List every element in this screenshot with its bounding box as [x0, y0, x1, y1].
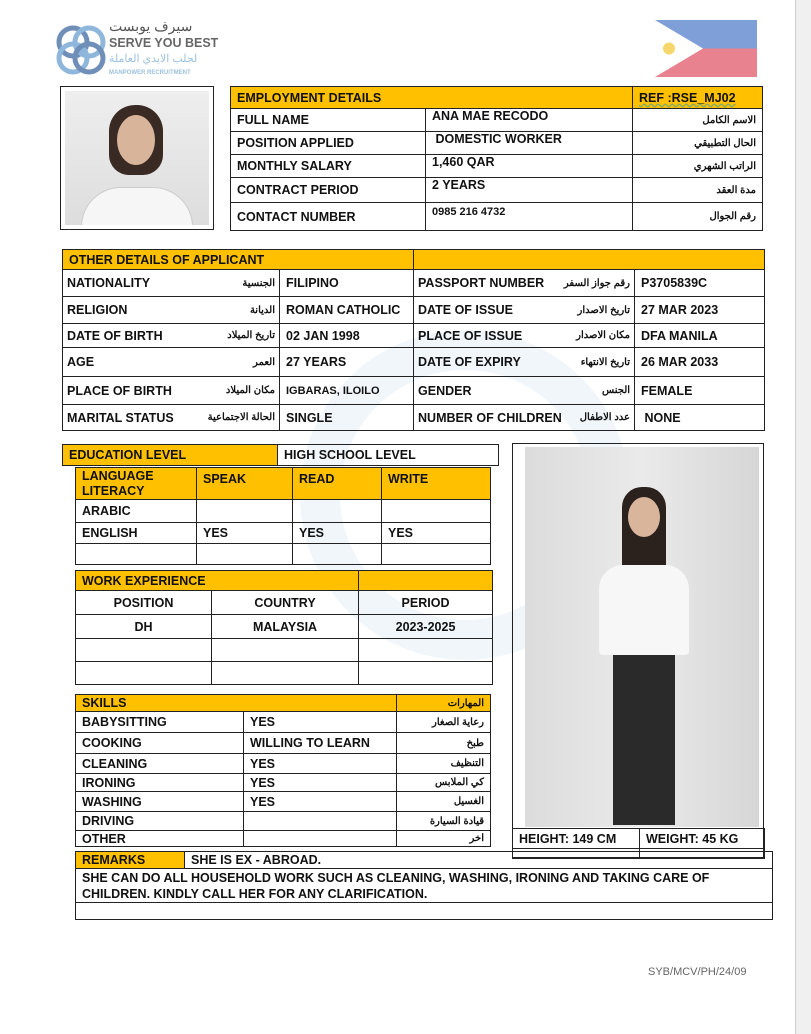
table-row	[76, 831, 491, 847]
lang-header: LANGUAGE LITERACY	[76, 468, 197, 500]
skill-name: WASHING	[76, 792, 244, 812]
logo-arabic: سيرف يوبست	[109, 18, 193, 34]
lang-header: SPEAK	[197, 468, 293, 500]
label-position: POSITION APPLIED	[231, 132, 426, 155]
field-label: DATE OF ISSUE	[418, 303, 513, 317]
field-label: MARITAL STATUS	[67, 410, 174, 425]
field-label-ar: تاريخ الانتهاء	[580, 356, 631, 368]
field-label: PASSPORT NUMBER	[418, 276, 545, 290]
label-cell	[63, 324, 280, 348]
table-row	[76, 523, 491, 544]
field-label: NATIONALITY	[67, 276, 151, 290]
field-value: IGBARAS, ILOILO	[280, 377, 414, 405]
work-cell: MALAYSIA	[212, 615, 359, 639]
field-label: RELIGION	[67, 303, 128, 317]
value-full-name: ANA MAE RECODO	[426, 109, 633, 132]
logo-sub: MANPOWER RECRUITMENT	[109, 70, 191, 76]
literacy-value	[382, 544, 491, 565]
field-value: FEMALE	[635, 377, 765, 405]
work-header: PERIOD	[359, 591, 493, 615]
skill-name: BABYSITTING	[76, 712, 244, 733]
work-cell	[359, 662, 493, 685]
logo-knot-icon	[55, 22, 107, 78]
value-position: DOMESTIC WORKER	[426, 132, 633, 155]
table-row	[63, 377, 765, 405]
table-row	[76, 662, 493, 685]
logo-arabic-sub: لجلب الايدي العاملة	[109, 53, 198, 65]
label-contract: CONTRACT PERIOD	[231, 178, 426, 203]
field-label: PLACE OF BIRTH	[67, 383, 172, 398]
label-contact: CONTACT NUMBER	[231, 203, 426, 231]
field-label: AGE	[67, 355, 95, 369]
table-row	[76, 544, 491, 565]
field-label-ar: مكان الميلاد	[225, 385, 275, 396]
ar-contact: رقم الجوال	[633, 203, 763, 231]
philippines-flag-icon	[655, 20, 757, 77]
field-label: DATE OF EXPIRY	[418, 355, 521, 369]
field-value: P3705839C	[635, 270, 765, 297]
table-row	[76, 774, 491, 792]
label-cell	[414, 348, 635, 377]
skill-value: YES	[244, 774, 397, 792]
height-value: HEIGHT: 149 CM	[513, 829, 640, 849]
label-cell	[414, 377, 635, 405]
label-cell	[63, 405, 280, 431]
ar-position: الحال التطبيقي	[633, 132, 763, 155]
label-cell	[63, 348, 280, 377]
skill-value: WILLING TO LEARN	[244, 733, 397, 754]
table-row	[63, 405, 765, 431]
field-value: 02 JAN 1998	[280, 324, 414, 348]
work-cell: DH	[76, 615, 212, 639]
other-details-title: OTHER DETAILS OF APPLICANT	[63, 250, 414, 270]
table-row	[76, 615, 493, 639]
company-logo	[55, 18, 225, 82]
field-label-ar: عدد الاطفال	[579, 412, 631, 423]
footer-code: SYB/MCV/PH/24/09	[648, 966, 747, 978]
work-experience-table	[75, 570, 493, 685]
skills-title-ar: المهارات	[397, 695, 491, 712]
ar-contract: مدة العقد	[633, 178, 763, 203]
field-label-ar: العمر	[253, 356, 275, 368]
skills-table	[75, 694, 491, 847]
field-value: 27 YEARS	[280, 348, 414, 377]
remarks-value: SHE IS EX - ABROAD.	[185, 852, 773, 869]
skill-value: YES	[244, 792, 397, 812]
skill-name-ar: رعاية الصغار	[397, 712, 491, 733]
table-row	[63, 270, 765, 297]
work-header: COUNTRY	[212, 591, 359, 615]
literacy-value	[293, 544, 382, 565]
lang-header: READ	[293, 468, 382, 500]
field-value: NONE	[635, 405, 765, 431]
work-cell	[212, 639, 359, 662]
field-value: SINGLE	[280, 405, 414, 431]
work-title: WORK EXPERIENCE	[76, 571, 359, 591]
literacy-value	[293, 500, 382, 523]
field-value: 26 MAR 2033	[635, 348, 765, 377]
work-header: POSITION	[76, 591, 212, 615]
field-value: 27 MAR 2023	[635, 297, 765, 324]
literacy-value: YES	[382, 523, 491, 544]
literacy-value: YES	[197, 523, 293, 544]
language-name	[76, 544, 197, 565]
full-body-photo	[525, 447, 759, 827]
field-label-ar: الجنسية	[242, 277, 275, 289]
skill-name: COOKING	[76, 733, 244, 754]
work-cell	[76, 662, 212, 685]
literacy-value	[197, 500, 293, 523]
field-value: DFA MANILA	[635, 324, 765, 348]
education-label: EDUCATION LEVEL	[63, 445, 278, 466]
table-row	[76, 639, 493, 662]
skill-name: CLEANING	[76, 754, 244, 774]
portrait-photo	[65, 91, 209, 225]
label-salary: MONTHLY SALARY	[231, 155, 426, 178]
skill-value	[244, 812, 397, 831]
education-table	[62, 444, 499, 466]
skill-name: OTHER	[76, 831, 244, 847]
skill-value: YES	[244, 712, 397, 733]
skill-value: YES	[244, 754, 397, 774]
literacy-value	[197, 544, 293, 565]
language-name: ARABIC	[76, 500, 197, 523]
field-value: FILIPINO	[280, 270, 414, 297]
table-row	[76, 792, 491, 812]
full-body-photo-frame	[512, 443, 764, 858]
skill-name-ar: كي الملابس	[397, 774, 491, 792]
field-label: PLACE OF ISSUE	[418, 328, 523, 343]
logo-name: SERVE YOU BEST	[109, 36, 219, 50]
table-row	[63, 348, 765, 377]
label-full-name: FULL NAME	[231, 109, 426, 132]
skill-name-ar: الغسيل	[397, 792, 491, 812]
ar-full-name: الاسم الكامل	[633, 109, 763, 132]
ref-number: REF :RSE_MJ02	[633, 87, 763, 109]
skill-value	[244, 831, 397, 847]
field-label-ar: مكان الاصدار	[576, 330, 631, 341]
label-cell	[63, 297, 280, 324]
field-value: ROMAN CATHOLIC	[280, 297, 414, 324]
field-label-ar: تاريخ الميلاد	[227, 330, 275, 341]
skill-name: IRONING	[76, 774, 244, 792]
work-cell: 2023-2025	[359, 615, 493, 639]
label-cell	[414, 270, 635, 297]
field-label: NUMBER OF CHILDREN	[418, 410, 562, 425]
skill-name-ar: قيادة السيارة	[397, 812, 491, 831]
field-label-ar: الديانة	[249, 304, 275, 316]
field-label: DATE OF BIRTH	[67, 328, 163, 343]
field-label-ar: تاريخ الاصدار	[577, 304, 631, 316]
portrait-photo-frame	[60, 86, 214, 230]
remarks-label: REMARKS	[76, 852, 185, 869]
window-edge	[795, 0, 811, 1034]
skill-name-ar: اخر	[397, 831, 491, 847]
language-name: ENGLISH	[76, 523, 197, 544]
label-cell	[414, 405, 635, 431]
language-table	[75, 467, 491, 565]
literacy-value: YES	[293, 523, 382, 544]
skill-name: DRIVING	[76, 812, 244, 831]
label-cell	[63, 377, 280, 405]
field-label-ar: رقم جواز السفر	[563, 277, 631, 289]
employment-title: EMPLOYMENT DETAILS	[231, 87, 633, 109]
table-row	[76, 754, 491, 774]
label-cell	[414, 324, 635, 348]
value-salary: 1,460 QAR	[426, 155, 633, 178]
table-row	[76, 812, 491, 831]
table-row	[76, 500, 491, 523]
table-row	[76, 733, 491, 754]
table-row	[63, 297, 765, 324]
field-label: GENDER	[418, 383, 472, 398]
field-label-ar: الحالة الاجتماعية	[207, 412, 275, 423]
skills-title: SKILLS	[76, 695, 397, 712]
work-cell	[359, 639, 493, 662]
table-row	[76, 712, 491, 733]
label-cell	[414, 297, 635, 324]
other-details-table	[62, 249, 765, 431]
skill-name-ar: طبخ	[397, 733, 491, 754]
ar-salary: الراتب الشهري	[633, 155, 763, 178]
field-label-ar: الجنس	[601, 385, 631, 396]
work-cell	[76, 639, 212, 662]
value-contract: 2 YEARS	[426, 178, 633, 203]
table-row	[63, 324, 765, 348]
employment-details-table	[230, 86, 763, 231]
label-cell	[63, 270, 280, 297]
skill-name-ar: التنظيف	[397, 754, 491, 774]
weight-value: WEIGHT: 45 KG	[640, 829, 765, 849]
education-value: HIGH SCHOOL LEVEL	[278, 445, 499, 466]
remarks-table	[75, 851, 773, 920]
lang-header: WRITE	[382, 468, 491, 500]
remarks-text: SHE CAN DO ALL HOUSEHOLD WORK SUCH AS CLEANING, WASHING, IRONING AND TAKING CARE OF CHILDREN. KINDLY CALL HER FOR ANY CLARIFICATION.	[76, 869, 773, 903]
work-cell	[212, 662, 359, 685]
literacy-value	[382, 500, 491, 523]
value-contact: 0985 216 4732	[426, 203, 633, 231]
